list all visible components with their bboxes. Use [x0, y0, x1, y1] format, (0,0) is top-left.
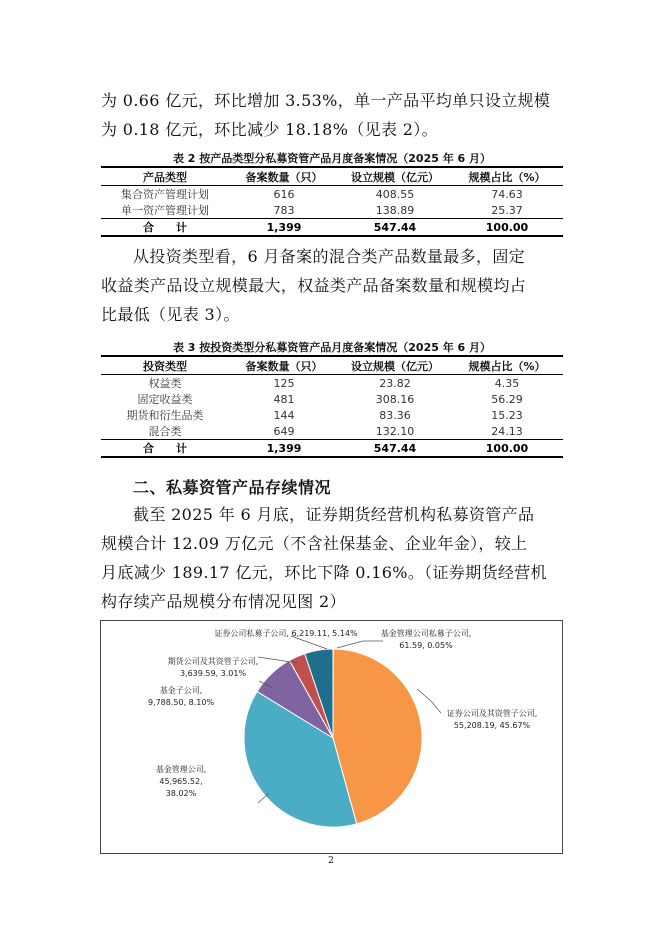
leader-line	[417, 689, 441, 713]
text-line: 为 0.66 亿元，环比增加 3.53%，单一产品平均单只设立规模	[101, 91, 551, 110]
table-row	[101, 186, 563, 203]
table-header-cell: 备案数量（只）	[229, 356, 339, 375]
table-header-cell: 规模占比（%）	[451, 356, 563, 375]
slice-label: 基金管理公司私募子公司,	[380, 629, 472, 638]
intro-paragraph	[101, 86, 563, 144]
section-heading: 二、私募资管产品存续情况	[133, 478, 332, 497]
slice-label: 期货公司及其资管子公司,	[167, 657, 259, 666]
text-line: 从投资类型看，6 月备案的混合类产品数量最多，固定	[133, 247, 526, 266]
table-cell: 1,399	[229, 440, 339, 458]
table-cell: 138.89	[375, 203, 415, 217]
table-cell: 100.00	[451, 440, 563, 458]
table-cell: 1,399	[229, 219, 339, 237]
investment-type-paragraph	[101, 242, 563, 329]
table-cell: 408.55	[375, 187, 415, 201]
table-cell: 单一资产管理计划	[121, 204, 209, 217]
table-row	[101, 202, 563, 219]
slice-label: 基金管理公司,	[155, 765, 207, 774]
text-line: 收益类产品设立规模最大，权益类产品备案数量和规模均占	[101, 276, 527, 295]
table-cell: 308.16	[375, 392, 415, 406]
table-total-row	[101, 440, 563, 458]
leader-line	[337, 641, 383, 648]
table-header-cell: 设立规模（亿元）	[339, 167, 451, 186]
table-cell: 547.44	[339, 219, 451, 237]
table-cell: 56.29	[491, 392, 523, 406]
table-cell: 83.36	[379, 408, 411, 422]
slice-label: 3,639.59, 3.01%	[179, 669, 247, 678]
table-cell: 74.63	[491, 187, 523, 201]
table-cell: 合 计	[101, 440, 229, 458]
table-cell: 期货和衍生品类	[126, 409, 204, 422]
slice-label: 基金子公司,	[159, 686, 203, 695]
slice-label: 45,965.52,	[159, 777, 203, 786]
table-cell: 144	[273, 408, 295, 422]
table-cell: 4.35	[494, 376, 520, 390]
pie-chart	[101, 621, 562, 853]
table-header-row	[101, 356, 563, 375]
table-cell: 481	[273, 392, 295, 406]
table-header-row	[101, 167, 563, 186]
slice-label: 61.59, 0.05%	[399, 641, 453, 650]
table3	[101, 355, 563, 458]
table-row	[101, 391, 563, 407]
table-cell: 24.13	[491, 424, 523, 438]
text-line: 为 0.18 亿元，环比减少 18.18%（见表 2）。	[101, 120, 438, 139]
table-row	[101, 407, 563, 423]
table-cell: 25.37	[491, 203, 523, 217]
table-row	[101, 375, 563, 392]
table-cell: 固定收益类	[137, 393, 193, 406]
table-cell: 权益类	[148, 377, 182, 390]
page-number: 2	[328, 856, 334, 866]
table-cell: 783	[273, 203, 295, 217]
slice-label: 9,788.50, 8.10%	[147, 698, 215, 707]
text-line: 截至 2025 年 6 月底，证券期货经营机构私募资管产品	[133, 505, 535, 524]
slice-label: 证券公司私募子公司, 6,219.11, 5.14%	[214, 629, 358, 638]
table-header-cell: 规模占比（%）	[451, 167, 563, 186]
table-total-row	[101, 219, 563, 237]
table-cell: 100.00	[451, 219, 563, 237]
table-header-cell: 备案数量（只）	[229, 167, 339, 186]
table-cell: 616	[273, 187, 295, 201]
text-line: 月底减少 189.17 亿元，环比下降 0.16%。（证券期货经营机	[101, 563, 547, 582]
table2-caption: 表 2 按产品类型分私募资管产品月度备案情况（2025 年 6 月）	[172, 152, 492, 165]
stock-paragraph	[101, 500, 563, 616]
table-cell: 混合类	[148, 425, 182, 438]
slice-label: 证券公司及其资管子公司,	[446, 709, 538, 718]
text-line: 规模合计 12.09 万亿元（不含社保基金、企业年金），较上	[101, 534, 528, 553]
table2	[101, 166, 563, 237]
table-cell: 合 计	[101, 219, 229, 237]
table-header-cell: 产品类型	[101, 167, 229, 186]
table-header-cell: 投资类型	[101, 356, 229, 375]
table-cell: 125	[273, 376, 295, 390]
slice-label: 38.02%	[165, 789, 197, 798]
table-cell: 132.10	[375, 424, 415, 438]
table-header-cell: 设立规模（亿元）	[339, 356, 451, 375]
table-cell: 649	[273, 424, 295, 438]
table-cell: 集合资产管理计划	[121, 188, 209, 201]
table-row	[101, 423, 563, 440]
table-cell: 23.82	[379, 376, 411, 390]
slice-label: 55,208.19, 45.67%	[453, 721, 531, 730]
table-cell: 547.44	[339, 440, 451, 458]
text-line: 构存续产品规模分布情况见图 2）	[101, 592, 346, 611]
table3-caption: 表 3 按投资类型分私募资管产品月度备案情况（2025 年 6 月）	[172, 341, 492, 354]
table-cell: 15.23	[491, 408, 523, 422]
pie-chart-frame	[100, 620, 563, 854]
text-line: 比最低（见表 3）。	[101, 305, 240, 324]
